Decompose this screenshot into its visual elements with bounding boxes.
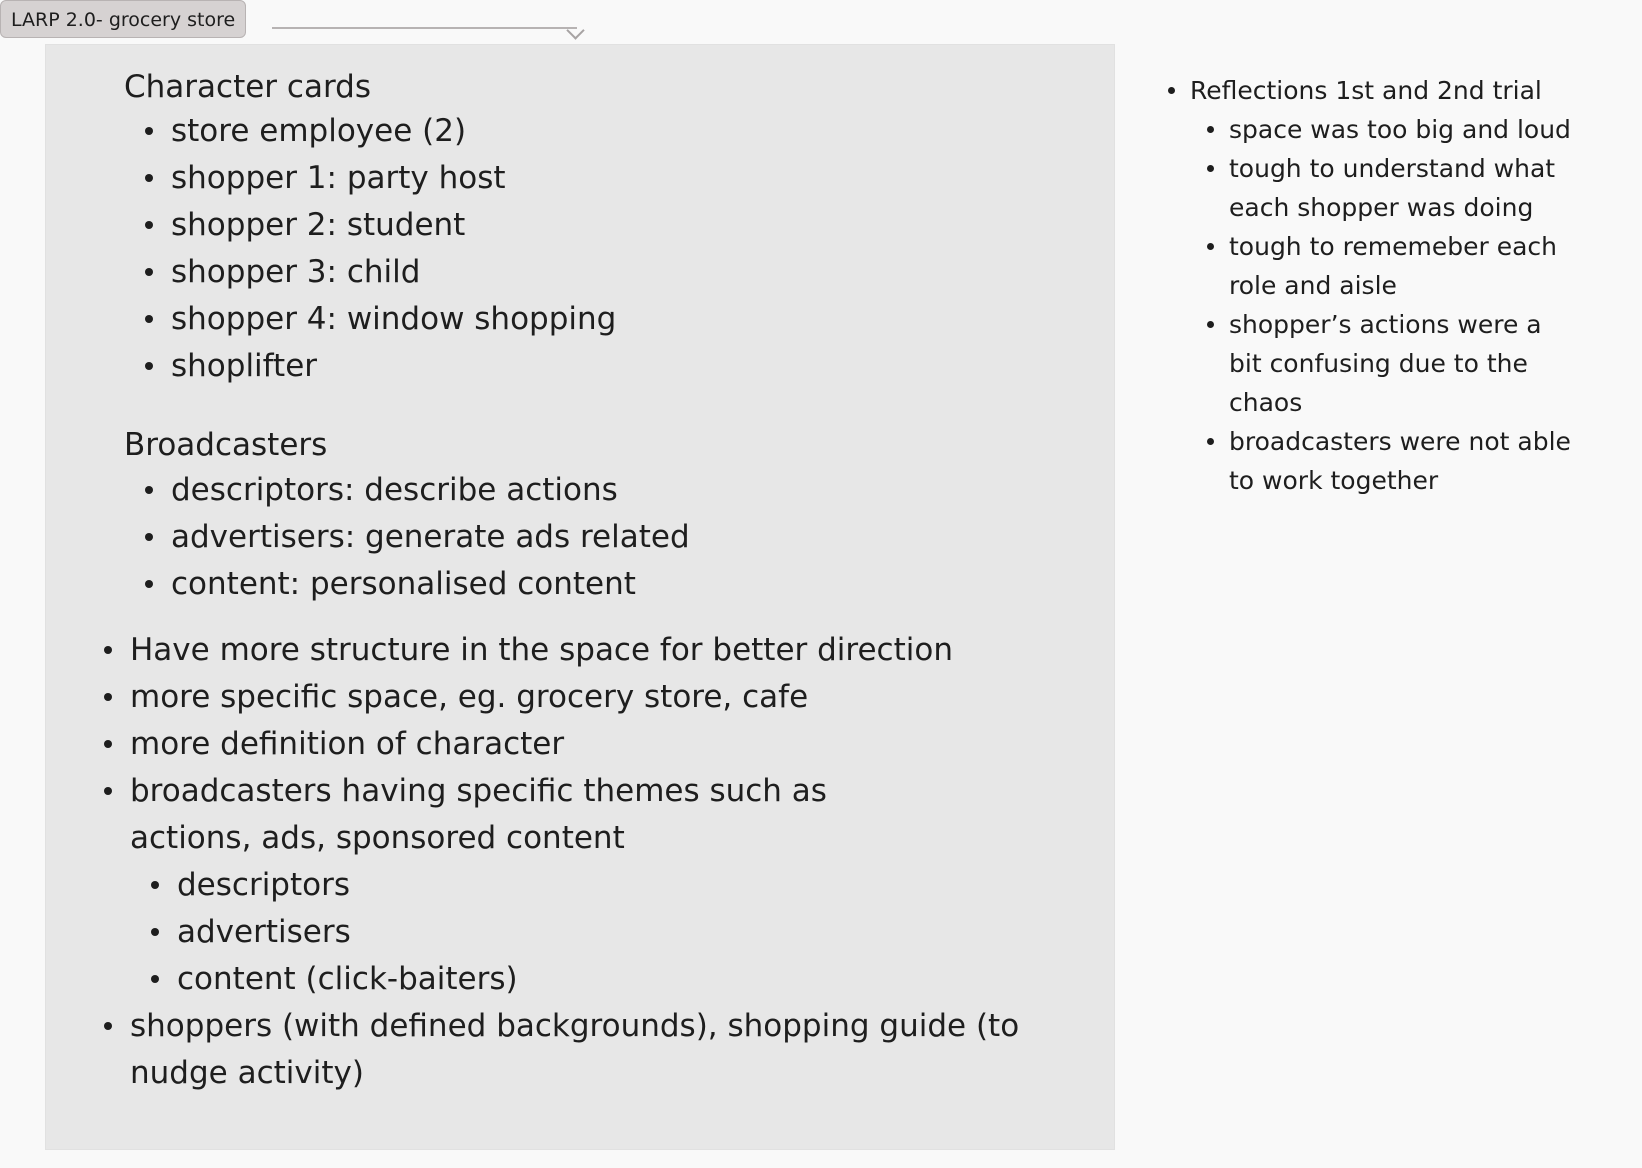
list-item: store employee (2) (171, 108, 616, 155)
note-text: Have more structure in the space for better direction (130, 632, 953, 668)
reflections-text-block[interactable] (1190, 71, 1610, 500)
broadcasters-list (171, 467, 690, 608)
broadcaster-types-list (177, 862, 1100, 1003)
chevron-down-icon[interactable] (566, 21, 584, 39)
list-item: descriptors: describe actions (171, 467, 690, 514)
list-item: descriptors (177, 862, 1100, 909)
list-item (1190, 71, 1610, 500)
character-list (171, 108, 616, 390)
list-item: advertisers (177, 909, 1100, 956)
reflections-title: Reflections 1st and 2nd trial (1190, 76, 1542, 105)
list-item (130, 1003, 1100, 1097)
reflections-list (1229, 110, 1579, 500)
list-item: space was too big and loud (1229, 110, 1579, 149)
list-item: shopper 2: student (171, 202, 616, 249)
broadcasters-heading: Broadcasters (124, 427, 328, 463)
list-item: content (click-baiters) (177, 956, 1100, 1003)
sticky-card[interactable] (45, 44, 1115, 1150)
note-text: shoppers (with defined backgrounds), shopping guide (to nudge activity) (130, 1008, 1020, 1091)
list-item: shopper 4: window shopping (171, 296, 616, 343)
notes-list (130, 627, 1100, 1097)
list-item: shopper’s actions were a bit confusing due to the chaos (1229, 305, 1579, 422)
list-item (130, 674, 1100, 721)
frame-title-label[interactable]: LARP 2.0- grocery store (0, 0, 246, 38)
list-item: content: personalised content (171, 561, 690, 608)
list-item: tough to understand what each shopper was doing (1229, 149, 1579, 227)
list-item: broadcasters were not able to work together (1229, 422, 1579, 500)
note-text: more specific space, eg. grocery store, cafe (130, 679, 809, 715)
list-item: tough to rememeber each role and aisle (1229, 227, 1579, 305)
list-item (130, 721, 1100, 768)
note-text: broadcasters having specific themes such as actions, ads, sponsored content (130, 773, 827, 856)
list-item: shopper 3: child (171, 249, 616, 296)
frame-connector-line (272, 27, 577, 29)
list-item: shopper 1: party host (171, 155, 616, 202)
list-item (130, 768, 1100, 1003)
list-item (130, 627, 1100, 674)
list-item: advertisers: generate ads related (171, 514, 690, 561)
character-cards-heading: Character cards (124, 69, 371, 105)
list-item: shoplifter (171, 343, 616, 390)
note-text: more definition of character (130, 726, 565, 762)
